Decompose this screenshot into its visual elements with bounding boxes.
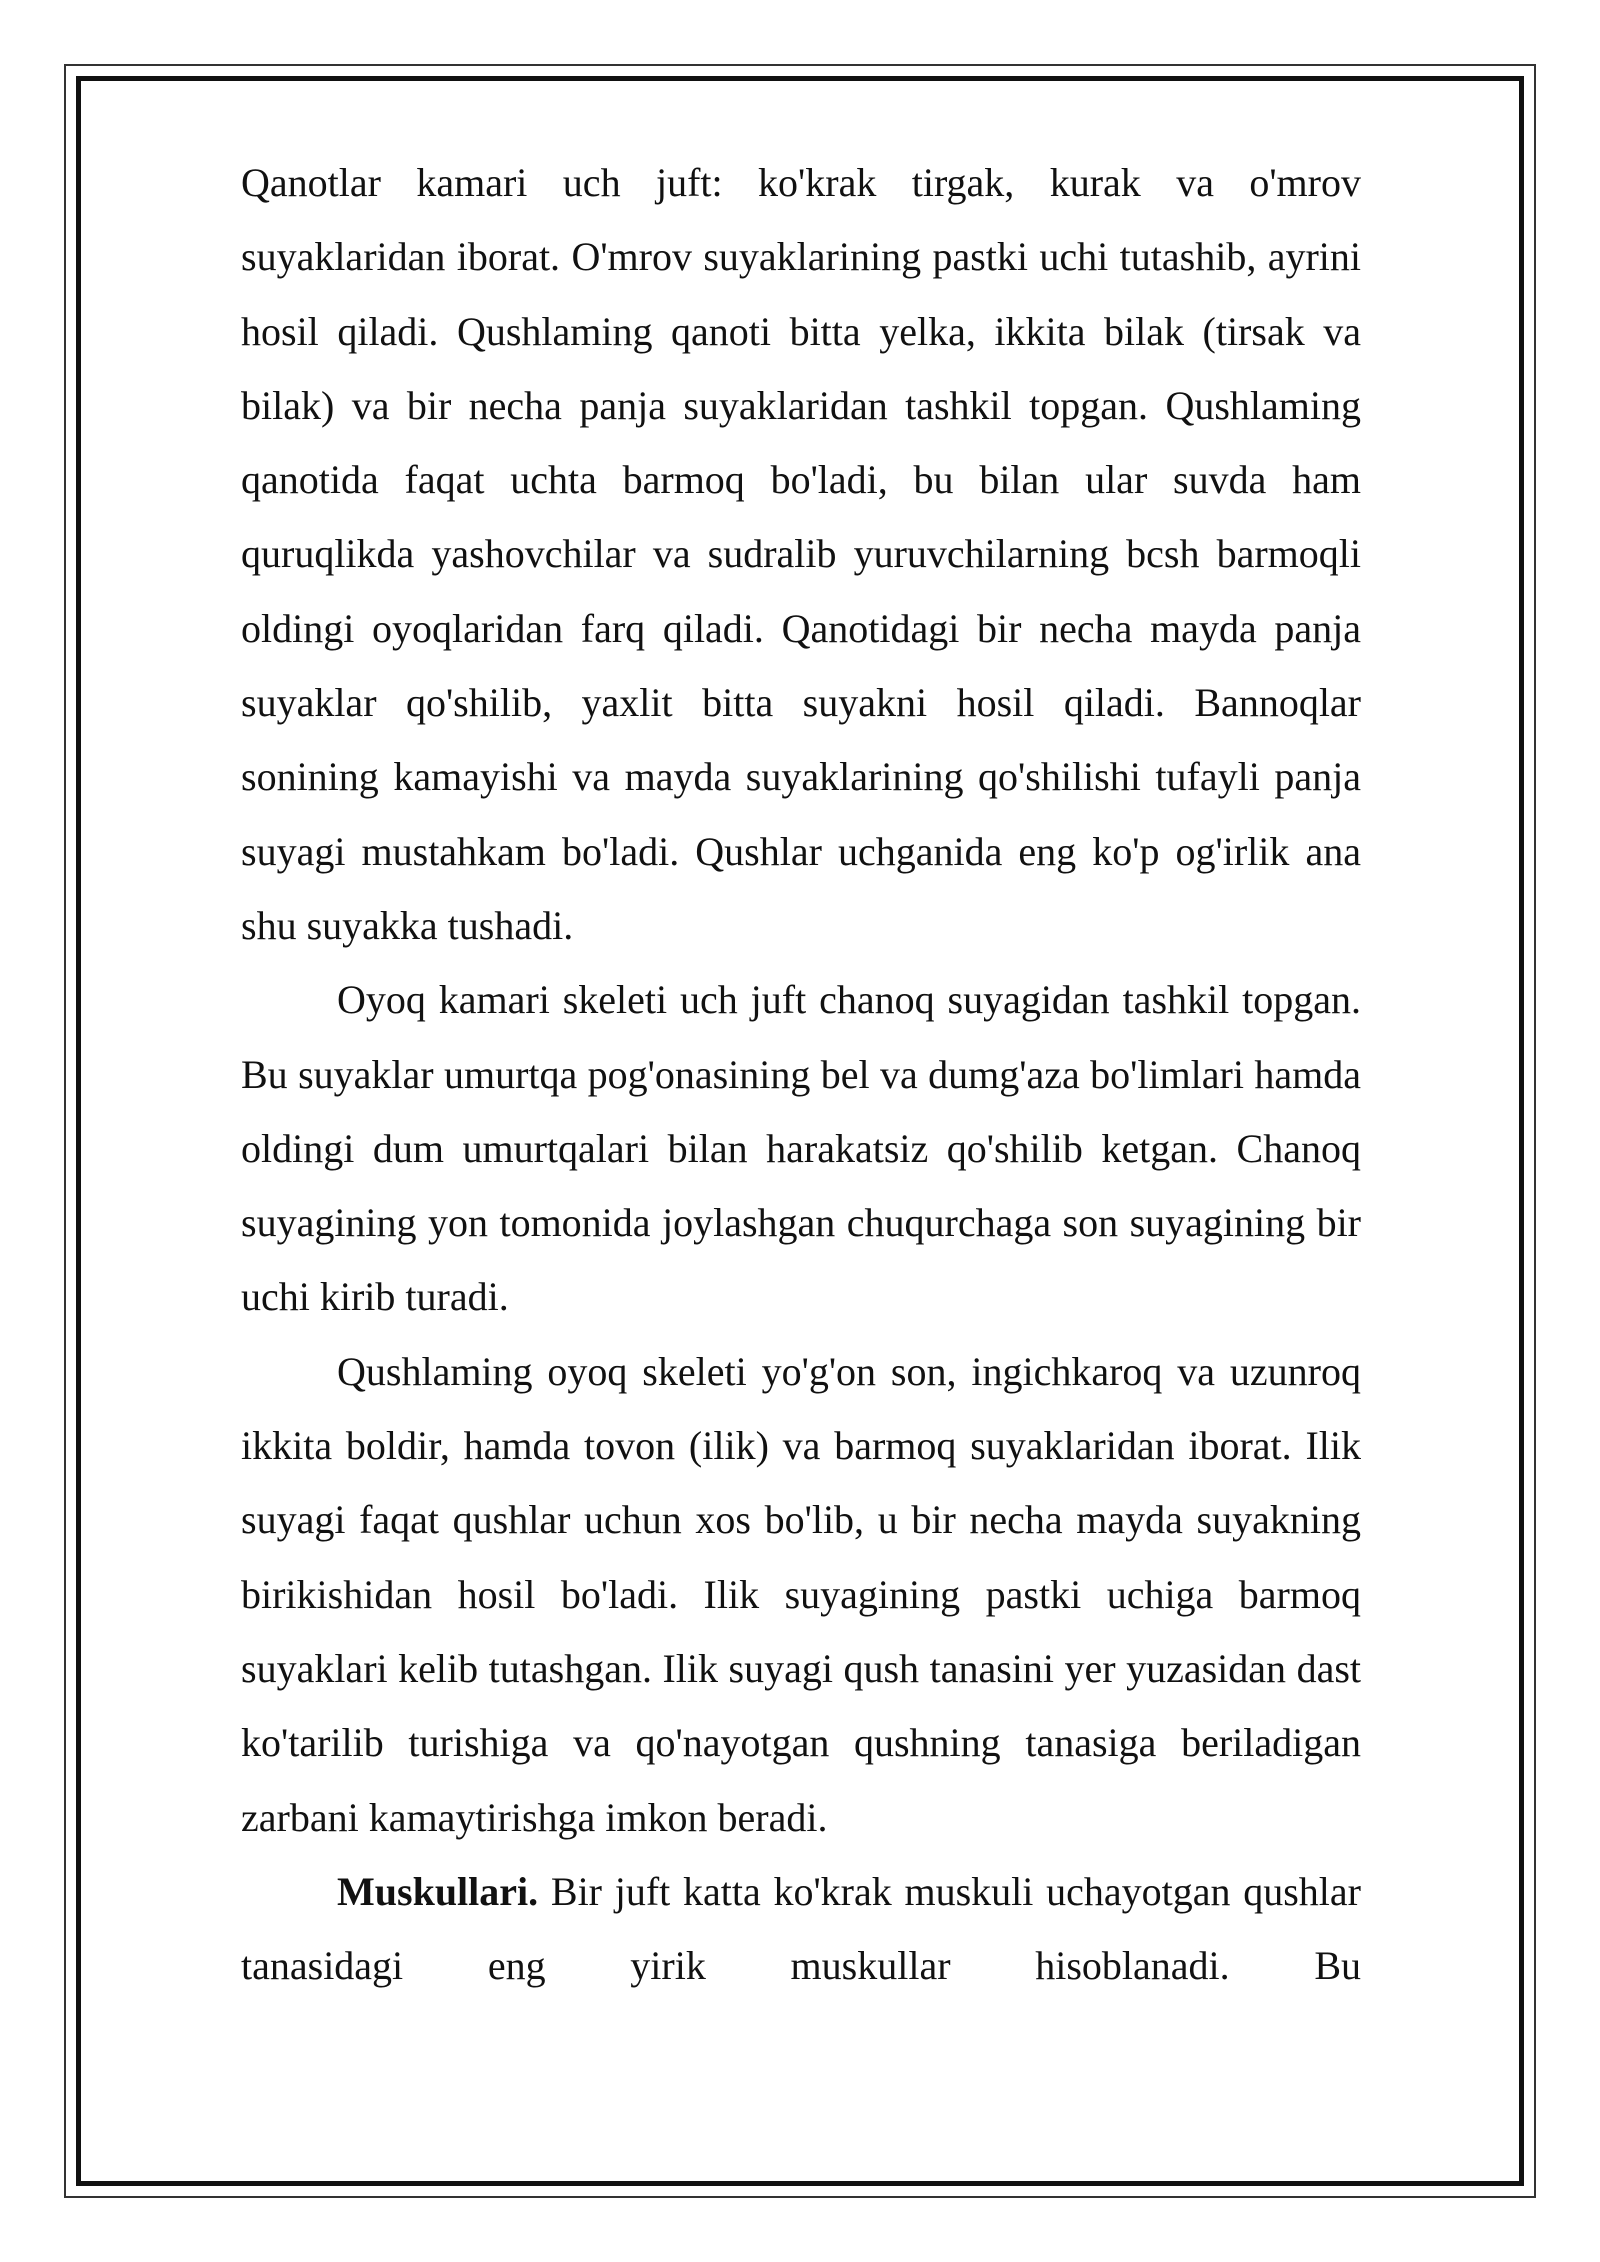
paragraph-muscles: [241, 1855, 1361, 2004]
document-body: [241, 146, 1361, 2003]
paragraph-leg-girdle: Oyoq kamari skeleti uch juft chanoq suyagidan tashkil topgan. Bu suyaklar umurtqa pog'onasining bel va dumg'aza bo'limlari hamda oldingi dum umurtqalari bilan harakatsiz qo'shilib ketgan. Chanoq suyagining yon tomonida joylashgan chuqurchaga son suyagining bir uchi kirib turadi.: [241, 977, 1361, 1320]
section-heading-muscles: Muskullari.: [337, 1868, 539, 1914]
paragraph-leg-skeleton: Qushlaming oyoq skeleti yo'g'on son, ingichkaroq va uzunroq ikkita boldir, hamda tovon (ilik) va barmoq suyaklaridan iborat. Ilik suyagi faqat qushlar uchun xos bo'lib, u bir necha mayda suyakning birikishidan hosil bo'ladi. Ilik suyagining pastki uchiga barmoq suyaklari kelib tutashgan. Ilik suyagi qush tanasini yer yuzasidan dast ko'tarilib turishiga va qo'nayotgan qushning tanasiga beriladigan zarbani kamaytirishga imkon beradi.: [241, 1348, 1361, 1840]
paragraph-muscles-text: Bir juft katta ko'krak muskuli uchayotgan qushlar tanasidagi eng yirik muskullar hisoblanadi. Bu: [241, 1868, 1361, 1989]
paragraph-wing-girdle: Qanotlar kamari uch juft: ko'krak tirgak, kurak va o'mrov suyaklaridan iborat. O'mrov suyaklarining pastki uchi tutashib, ayrini hosil qiladi. Qushlaming qanoti bitta yelka, ikkita bilak (tirsak va bilak) va bir necha panja suyaklaridan tashkil topgan. Qushlaming qanotida faqat uchta barmoq bo'ladi, bu bilan ular suvda ham quruqlikda yashovchilar va sudralib yuruvchilarning bcsh barmoqli oldingi oyoqlaridan farq qiladi. Qanotidagi bir necha mayda panja suyaklar qo'shilib, yaxlit bitta suyakni hosil qiladi. Bannoqlar sonining kamayishi va mayda suyaklarining qo'shilishi tufayli panja suyagi mustahkam bo'ladi. Qushlar uchganida eng ko'p og'irlik ana shu suyakka tushadi.: [241, 160, 1361, 948]
